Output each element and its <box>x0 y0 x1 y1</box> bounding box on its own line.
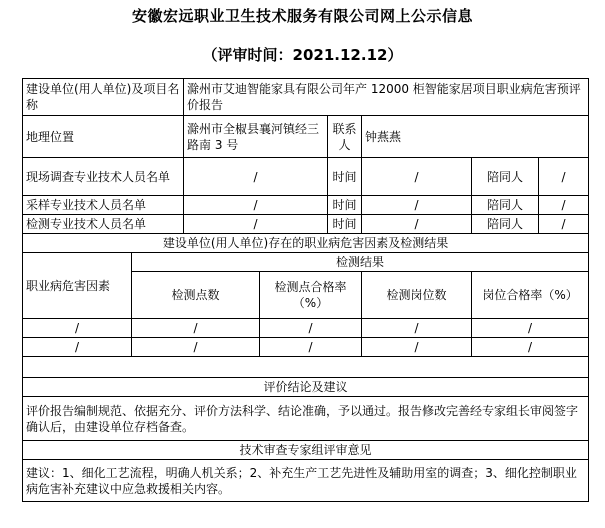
hazard-section-title: 建设单位(用人单位)存在的职业病危害因素及检测结果 <box>23 234 589 253</box>
address-row <box>23 116 589 158</box>
escort-label: 陪同人 <box>472 215 539 234</box>
conclusion-text-row <box>23 397 589 441</box>
unit-row <box>23 79 589 116</box>
time-value: / <box>362 196 472 215</box>
time-label: 时间 <box>328 215 362 234</box>
results-label: 检测结果 <box>132 253 589 272</box>
hazard-section-row <box>23 234 589 253</box>
result-cell: / <box>260 319 362 338</box>
document-title: 安徽宏远职业卫生技术服务有限公司网上公示信息 <box>131 7 473 25</box>
time-value: / <box>362 215 472 234</box>
staff-row <box>23 215 589 234</box>
col-posts: 检测岗位数 <box>362 272 472 319</box>
staff-label: 检测专业技术人员名单 <box>23 215 184 234</box>
time-label: 时间 <box>328 158 362 196</box>
unit-label: 建设单位(用人单位)及项目名称 <box>23 79 184 116</box>
info-table <box>22 78 589 502</box>
staff-value: / <box>184 215 328 234</box>
result-cell: / <box>23 338 132 357</box>
escort-label: 陪同人 <box>472 158 539 196</box>
expert-text-row <box>23 460 589 502</box>
conclusion-text: 评价报告编制规范、依据充分、评价方法科学、结论准确，予以通过。报告修改完善经专家组长审阅签字确认后，由建设单位存档备查。 <box>23 397 589 441</box>
address-value: 滁州市全椒县襄河镇经三路南 3 号 <box>184 116 328 158</box>
result-cell: / <box>472 319 589 338</box>
expert-title: 技术审查专家组评审意见 <box>23 441 589 460</box>
result-cell: / <box>472 338 589 357</box>
expert-text: 建议：1、细化工艺流程，明确人机关系；2、补充生产工艺先进性及辅助用室的调查；3、细化控制职业病危害补充建议中应急救援相关内容。 <box>23 460 589 502</box>
address-label: 地理位置 <box>23 116 184 158</box>
result-cell: / <box>23 319 132 338</box>
result-row <box>23 319 589 338</box>
review-time: （评审时间：2021.12.12） <box>202 46 403 64</box>
conclusion-title: 评价结论及建议 <box>23 378 589 397</box>
unit-value: 滁州市艾迪智能家具有限公司年产 12000 柜智能家居项目职业病危害预评价报告 <box>184 79 589 116</box>
escort-value: / <box>539 158 589 196</box>
result-cell: / <box>132 338 260 357</box>
hazard-factor-label: 职业病危害因素 <box>23 253 132 319</box>
staff-row <box>23 196 589 215</box>
result-cell: / <box>260 338 362 357</box>
result-cell: / <box>362 338 472 357</box>
col-posts-rate: 岗位合格率（%） <box>472 272 589 319</box>
contact-label: 联系人 <box>328 116 362 158</box>
escort-value: / <box>539 196 589 215</box>
blank-row <box>23 357 589 378</box>
escort-value: / <box>539 215 589 234</box>
staff-row <box>23 158 589 196</box>
results-header-row <box>23 253 589 272</box>
blank-cell <box>23 357 589 378</box>
conclusion-title-row <box>23 378 589 397</box>
escort-label: 陪同人 <box>472 196 539 215</box>
staff-label: 采样专业技术人员名单 <box>23 196 184 215</box>
time-value: / <box>362 158 472 196</box>
staff-value: / <box>184 158 328 196</box>
expert-title-row <box>23 441 589 460</box>
col-points-rate: 检测点合格率（%） <box>260 272 362 319</box>
time-label: 时间 <box>328 196 362 215</box>
result-cell: / <box>132 319 260 338</box>
staff-label: 现场调查专业技术人员名单 <box>23 158 184 196</box>
contact-value: 钟燕燕 <box>362 116 589 158</box>
col-points: 检测点数 <box>132 272 260 319</box>
result-row <box>23 338 589 357</box>
result-cell: / <box>362 319 472 338</box>
staff-value: / <box>184 196 328 215</box>
